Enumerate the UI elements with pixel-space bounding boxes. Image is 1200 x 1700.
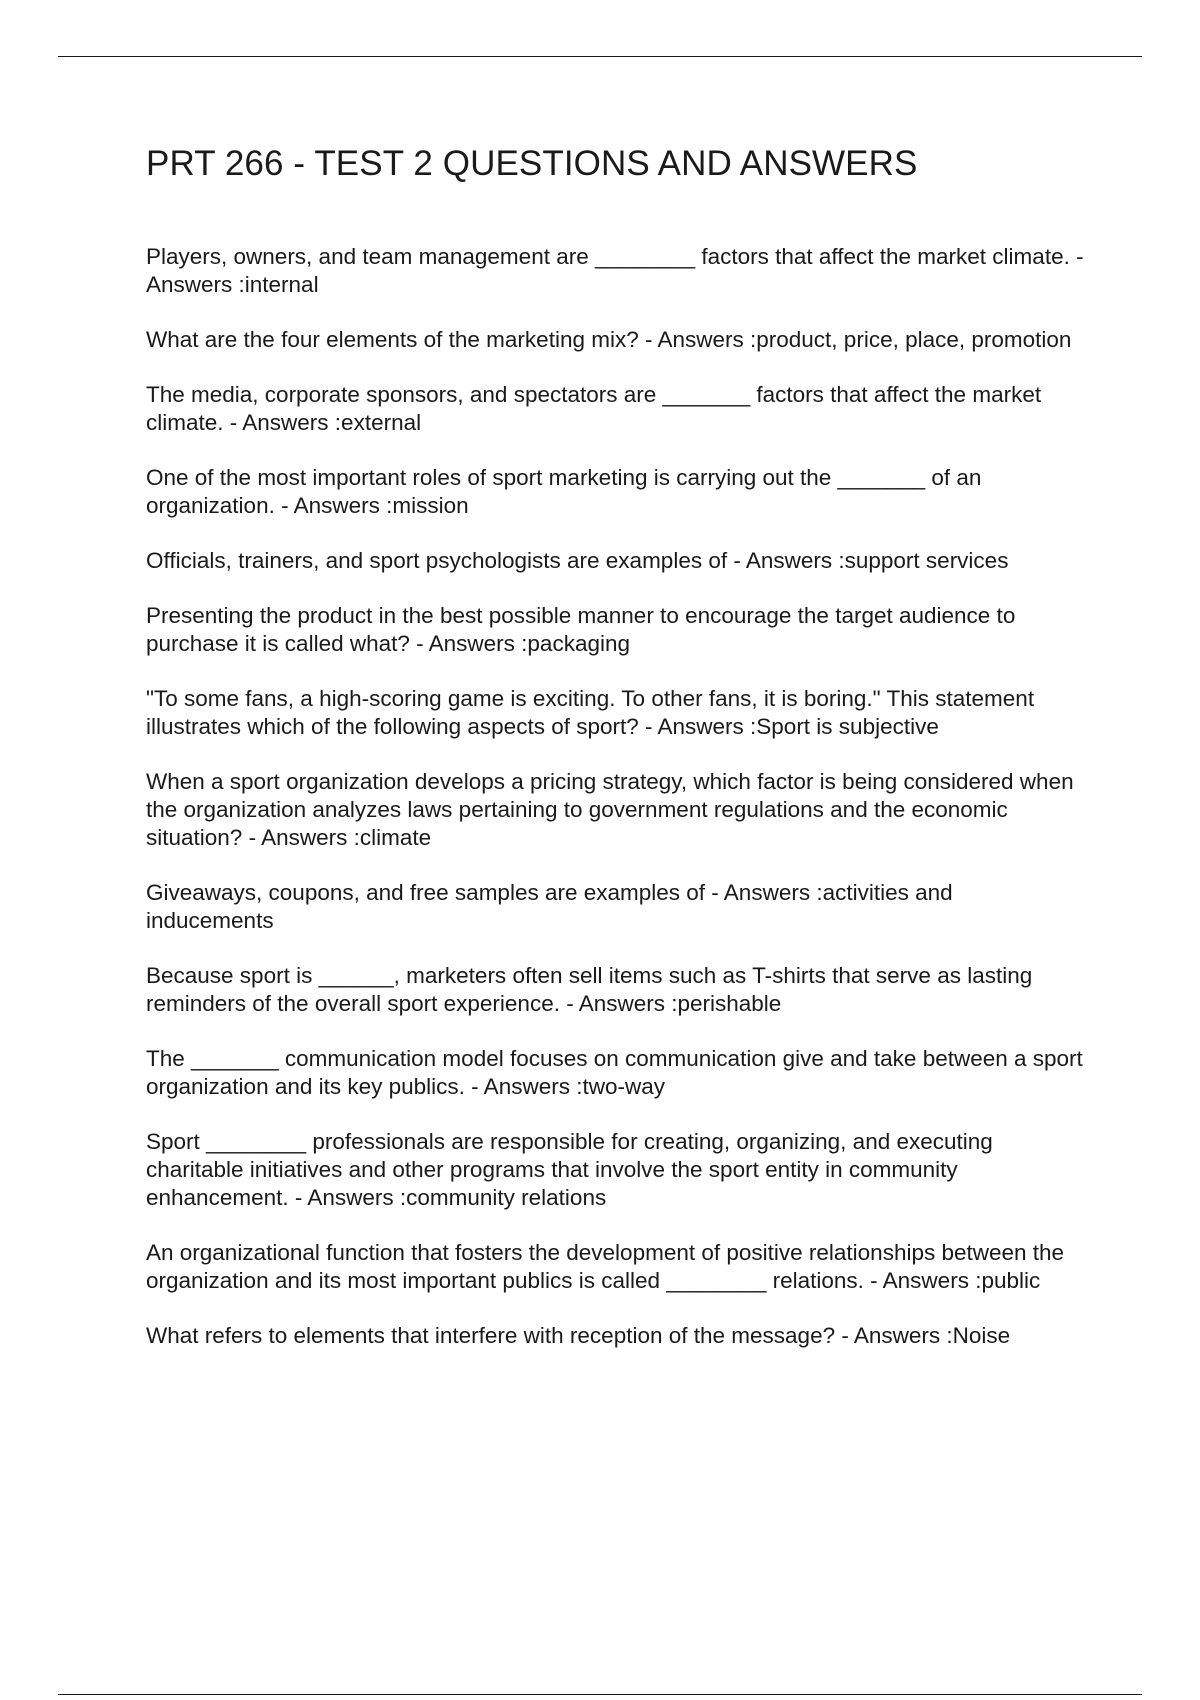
- qa-item: What are the four elements of the marketing mix? - Answers :product, price, place, promotion: [146, 327, 1072, 352]
- qa-list: [146, 243, 1086, 1377]
- qa-item: Because sport is ______, marketers often sell items such as T-shirts that serve as lasting reminders of the overall sport experience. - Answers :perishable: [146, 963, 1033, 1016]
- footer-rule: [58, 1694, 1142, 1695]
- qa-item: The _______ communication model focuses on communication give and take between a sport organization and its key publics. - Answers :two-way: [146, 1046, 1083, 1099]
- qa-item: Giveaways, coupons, and free samples are examples of - Answers :activities and inducements: [146, 880, 953, 933]
- document-title: PRT 266 - TEST 2 QUESTIONS AND ANSWERS: [146, 144, 918, 183]
- header-rule: [58, 56, 1142, 57]
- qa-item: Sport ________ professionals are responsible for creating, organizing, and executing charitable initiatives and other programs that involve the sport entity in community enhancement. - Answers :community relations: [146, 1129, 993, 1210]
- qa-item: When a sport organization develops a pricing strategy, which factor is being considered when the organization analyzes laws pertaining to government regulations and the economic situation? - Answers :climate: [146, 769, 1074, 850]
- qa-item: Officials, trainers, and sport psychologists are examples of - Answers :support services: [146, 548, 1009, 573]
- qa-item: "To some fans, a high-scoring game is exciting. To other fans, it is boring." This statement illustrates which of the following aspects of sport? - Answers :Sport is subjective: [146, 686, 1035, 739]
- qa-item: The media, corporate sponsors, and spectators are _______ factors that affect the market climate. - Answers :external: [146, 382, 1042, 435]
- qa-item: Presenting the product in the best possible manner to encourage the target audience to purchase it is called what? - Answers :packaging: [146, 603, 1016, 656]
- qa-item: What refers to elements that interfere with reception of the message? - Answers :Noise: [146, 1323, 1011, 1348]
- qa-item: An organizational function that fosters the development of positive relationships between the organization and its most important publics is called ________ relations. - Answers :public: [146, 1240, 1065, 1293]
- qa-item: Players, owners, and team management are ________ factors that affect the market climate. - Answers :internal: [146, 244, 1084, 297]
- qa-item: One of the most important roles of sport marketing is carrying out the _______ of an organization. - Answers :mission: [146, 465, 982, 518]
